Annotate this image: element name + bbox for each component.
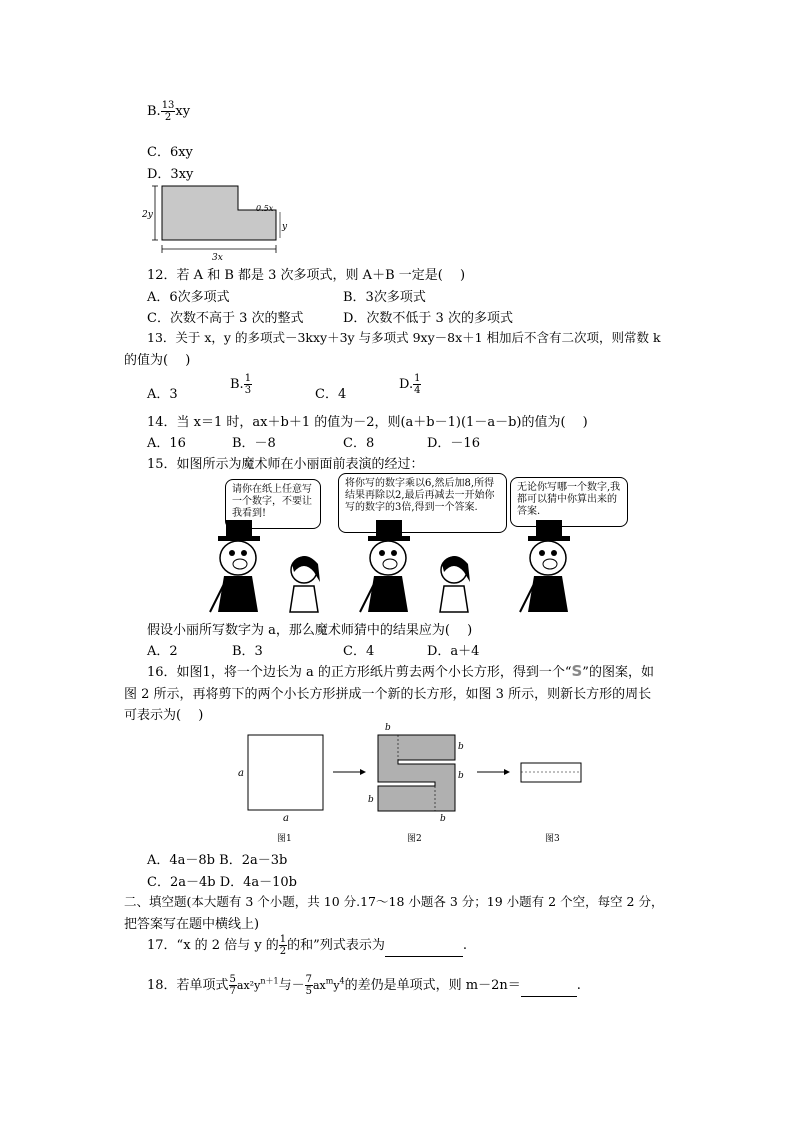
q12-option-c: C．次数不高于 3 次的整式 — [147, 311, 304, 326]
q11-label-y: y — [282, 222, 288, 232]
q15-bubble-2: 将你写的数字乘以6,然后加8,所得结果再除以2,最后再减去一开始你写的数字的3倍,得到一个答案. — [338, 473, 507, 533]
girl-2 — [440, 556, 470, 612]
fig2-label-b-top: b — [385, 723, 391, 733]
q17-answer-blank[interactable] — [385, 942, 463, 957]
fig2-label-b-right1: b — [458, 742, 464, 752]
q13-option-d-fraction — [413, 373, 421, 396]
q18-monomial-2: ax — [312, 979, 326, 992]
q11-option-c: C．6xy — [147, 145, 193, 160]
q14-option-c: C．8 — [343, 436, 375, 451]
q15-stem: 15．如图所示为魔术师在小丽面前表演的经过： — [147, 457, 424, 472]
fig2-label-b-bottom: b — [440, 814, 446, 824]
frac-denominator: 3 — [244, 385, 252, 396]
fig1-caption: 图1 — [277, 834, 292, 844]
q18-prefix: 18．若单项式 — [147, 978, 229, 993]
q11-label-0.5x: 0.5x — [256, 204, 274, 213]
q18-exponent-2: m — [325, 976, 334, 986]
frac-numerator: 7 — [305, 974, 312, 985]
q12-stem: 12．若 A 和 B 都是 3 次多项式，则 A＋B 一定是( ) — [147, 268, 466, 283]
q17-end: . — [462, 938, 467, 953]
q14-option-d: D．－16 — [427, 436, 480, 451]
frac-numerator: 1 — [279, 934, 287, 945]
q13-option-b-prefix: B. — [230, 377, 244, 392]
q17-suffix: 的和”列式表示为 — [287, 938, 385, 953]
frac-denominator: 7 — [229, 986, 236, 997]
q18-monomial-2b: y — [333, 979, 340, 992]
s-glyph: S — [571, 662, 583, 680]
frac-denominator: 4 — [414, 385, 421, 396]
magician-2 — [360, 520, 410, 612]
q18-fraction-1 — [229, 974, 237, 997]
q18-end: . — [576, 978, 581, 993]
frac-numerator: 1 — [244, 373, 252, 384]
q18-exponent-2b: 4 — [339, 976, 345, 986]
q15-option-a: A．2 — [147, 644, 178, 659]
q11-label-3x: 3x — [212, 253, 223, 262]
fig1-label-a-bottom: a — [283, 813, 289, 824]
q13-option-d-prefix: D. — [399, 377, 414, 392]
fig1-label-a-side: a — [238, 768, 244, 779]
q15-question: 假设小丽所写数字为 a，那么魔术师猜中的结果应为( ) — [147, 623, 473, 638]
q13-stem-line2: 的值为( ) — [124, 353, 191, 368]
q16-line2: 图 2 所示，再将剪下的两个小长方形拼成一个新的长方形，如图 3 所示，则新长方形的周长 — [124, 687, 652, 702]
q13-option-b-fraction — [244, 373, 252, 396]
fig2-caption: 图2 — [407, 834, 422, 844]
q18-fraction-2 — [305, 974, 313, 997]
q13-option-a: A．3 — [147, 387, 178, 402]
frac-numerator: 13 — [161, 100, 175, 111]
q11-label-2y: 2y — [142, 210, 153, 220]
q11-figure — [140, 182, 300, 262]
q15-bubble-3: 无论你写哪一个数字,我都可以猜中你算出来的答案. — [510, 477, 628, 527]
q16-line1 — [147, 661, 654, 680]
q12-option-d: D．次数不低于 3 次的多项式 — [343, 311, 513, 326]
q16-options-row2: C．2a－4b D．4a－10b — [147, 875, 298, 890]
q14-option-b: B．－8 — [232, 436, 276, 451]
fig2-label-b-left: b — [368, 795, 374, 805]
q16-line3: 可表示为( ) — [124, 708, 204, 723]
q16-figures — [230, 720, 590, 845]
section2-line2: 把答案写在题中横线上) — [124, 917, 260, 932]
q11-option-b-suffix: xy — [175, 104, 191, 119]
q14-option-a: A．16 — [147, 436, 186, 451]
q11-option-b — [147, 100, 190, 123]
q11-option-b-fraction — [161, 100, 176, 123]
q14-stem: 14．当 x＝1 时，ax＋b＋1 的值为－2，则(a＋b－1)(1－a－b)的值为( ) — [147, 415, 588, 430]
q16-options-row1: A．4a－8b B．2a－3b — [147, 853, 288, 868]
q11-option-b-prefix: B. — [147, 104, 161, 119]
q16-line1-end: ”的图案，如 — [582, 665, 654, 680]
frac-numerator: 5 — [229, 974, 236, 985]
q15-cartoon — [200, 520, 640, 616]
magician-1 — [210, 520, 260, 612]
frac-denominator: 2 — [279, 946, 287, 957]
q12-option-a: A．6次多项式 — [147, 290, 230, 305]
fig1-square — [248, 735, 323, 810]
q15-option-d: D．a＋4 — [427, 644, 480, 659]
q17 — [147, 934, 467, 957]
q17-fraction — [279, 934, 287, 957]
q12-option-b: B．3次多项式 — [343, 290, 426, 305]
magician-3 — [520, 520, 570, 612]
q16-line1-text: 16．如图1，将一个边长为 a 的正方形纸片剪去两个小长方形，得到一个“ — [147, 665, 572, 680]
q13-option-b — [230, 373, 252, 396]
frac-numerator: 1 — [414, 373, 421, 384]
section2-line1: 二、填空题(本大题有 3 个小题，共 10 分.17～18 小题各 3 分；19 小题有 2 个空，每空 2 分， — [124, 894, 664, 909]
fig3-rectangle — [521, 763, 581, 782]
q18-exponent-1: n＋1 — [260, 976, 279, 986]
frac-denominator: 5 — [305, 986, 312, 997]
fig2-s-shape — [378, 735, 455, 811]
q13-stem-line1: 13．关于 x，y 的多项式－3kxy＋3y 与多项式 9xy－8x＋1 相加后不含有二次项，则常数 k — [147, 330, 661, 345]
q13-option-d — [399, 373, 421, 396]
q18-answer-blank[interactable] — [521, 982, 577, 997]
q15-bubble-1: 请你在纸上任意写一个数字，不要让我看到! — [225, 479, 321, 529]
girl-1 — [290, 556, 320, 612]
q17-prefix: 17．“x 的 2 倍与 y 的 — [147, 938, 279, 953]
q15-option-c: C．4 — [343, 644, 375, 659]
q18-monomial-1: ax²y — [236, 979, 261, 992]
fig2-label-b-right2: b — [458, 771, 464, 781]
q18-mid: 与－ — [278, 978, 305, 993]
q11-option-d: D．3xy — [147, 167, 194, 182]
q13-option-c: C．4 — [315, 387, 347, 402]
q18-suffix: 的差仍是单项式，则 m－2n＝ — [344, 978, 521, 993]
q18 — [147, 974, 581, 997]
q15-option-b: B．3 — [232, 644, 263, 659]
fig3-caption: 图3 — [545, 834, 560, 844]
frac-denominator: 2 — [164, 112, 172, 123]
q11-shape — [162, 186, 276, 240]
